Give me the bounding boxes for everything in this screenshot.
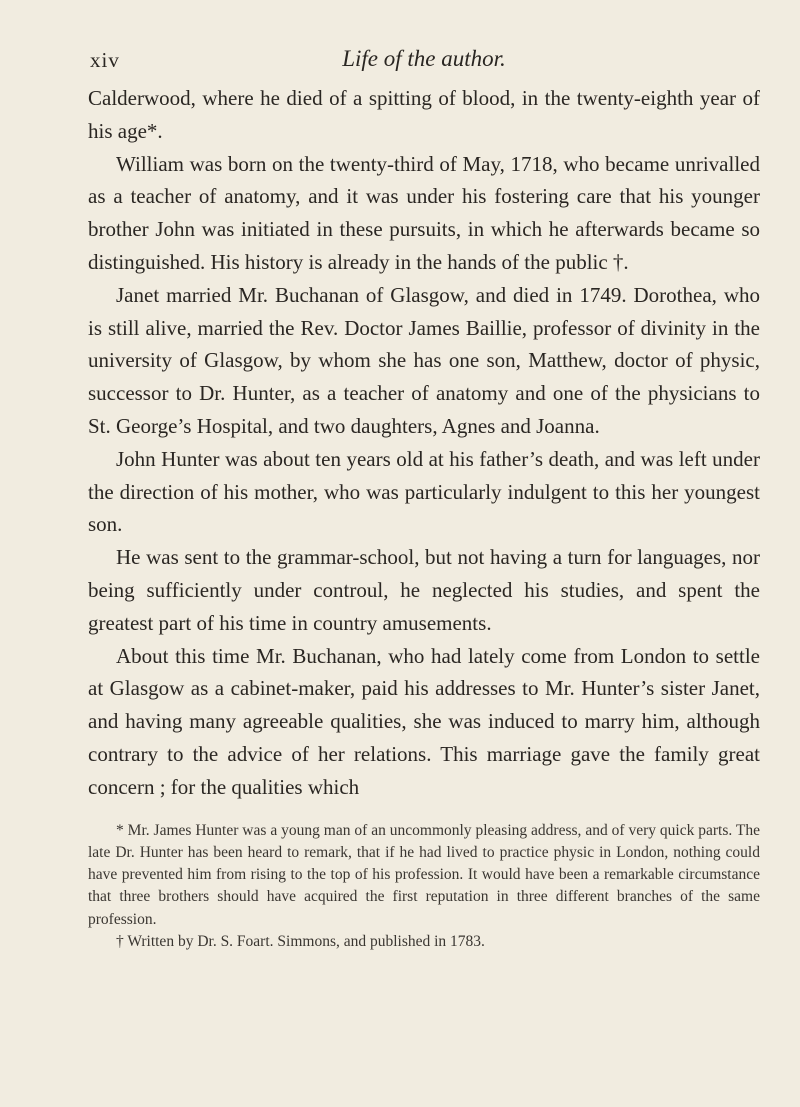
paragraph-buchanan: About this time Mr. Buchanan, who had lately come from London to settle at Glasgow as a cabinet-maker, paid his addresses to Mr. Hunter’s sister Janet, and having many agreeable qualities, she was induced to marry him, although contrary to the advice of her relations. This marriage gave the family great concern ; for the qualities which [88, 643, 760, 799]
footnote-written-by: † Written by Dr. S. Foart. Simmons, and published in 1783. [116, 933, 485, 951]
page-number: xiv [90, 48, 120, 72]
running-title: Life of the author. [342, 46, 506, 71]
paragraph-grammar-school: He was sent to the grammar-school, but not having a turn for languages, nor being sufficiently under controul, he neglected his studies, and spent the greatest part of his time in country amusements. [88, 545, 760, 635]
paragraph-john-hunter: John Hunter was about ten years old at his father’s death, and was left under the direction of his mother, who was particularly indulgent to this her youngest son. [88, 446, 760, 537]
paragraph-william: William was born on the twenty-third of May, 1718, who became unrivalled as a teacher of anatomy, and it was under his fostering care that his younger brother John was initiated in these pursuits, in which he afterwards became so distinguished. His history is already in the hands of the public †. [88, 151, 760, 274]
body-text [88, 82, 760, 804]
footnote-james-hunter: * Mr. James Hunter was a young man of an uncommonly pleasing address, and of very quick parts. The late Dr. Hunter has been heard to remark, that if he had lived to practice physic in London, nothing could have prevented him from rising to the top of his profession. It would have been a remarkable circumstance that three brothers should have acquired the first reputation in three different branches of the same profession. [88, 821, 760, 928]
paragraph-calderwood: Calderwood, where he died of a spitting of blood, in the twenty-eighth year of his age*. [88, 86, 760, 143]
paragraph-janet: Janet married Mr. Buchanan of Glasgow, and died in 1749. Dorothea, who is still alive, married the Rev. Doctor James Baillie, professor of divinity in the university of Glasgow, by whom she has one son, Matthew, doctor of physic, successor to Dr. Hunter, as a teacher of anatomy and one of the physicians to St. George’s Hospital, and two daughters, Agnes and Joanna. [88, 282, 760, 438]
book-page [88, 40, 760, 953]
footnotes [88, 820, 760, 954]
page-header [88, 40, 760, 80]
